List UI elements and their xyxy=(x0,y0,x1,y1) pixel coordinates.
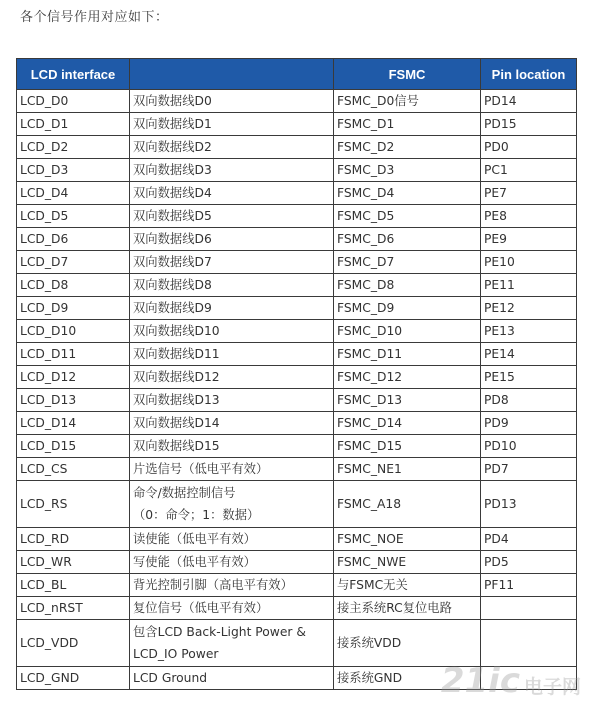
cell-fsmc: FSMC_D3 xyxy=(334,159,481,182)
cell-description: 双向数据线D14 xyxy=(130,412,334,435)
cell-fsmc: FSMC_D2 xyxy=(334,136,481,159)
cell-description: 双向数据线D10 xyxy=(130,320,334,343)
cell-lcd-interface: LCD_RD xyxy=(17,528,130,551)
cell-lcd-interface: LCD_BL xyxy=(17,574,130,597)
table-row xyxy=(17,274,577,297)
cell-pin-location: PD9 xyxy=(481,412,577,435)
cell-fsmc: FSMC_NWE xyxy=(334,551,481,574)
cell-description: 双向数据线D0 xyxy=(130,90,334,113)
cell-description: 双向数据线D11 xyxy=(130,343,334,366)
table-row xyxy=(17,412,577,435)
signal-table xyxy=(16,58,577,690)
cell-lcd-interface: LCD_D10 xyxy=(17,320,130,343)
cell-fsmc: FSMC_A18 xyxy=(334,481,481,528)
cell-pin-location: PE11 xyxy=(481,274,577,297)
cell-fsmc: FSMC_D5 xyxy=(334,205,481,228)
cell-lcd-interface: LCD_CS xyxy=(17,458,130,481)
cell-description: 双向数据线D7 xyxy=(130,251,334,274)
cell-lcd-interface: LCD_D2 xyxy=(17,136,130,159)
cell-lcd-interface: LCD_GND xyxy=(17,667,130,690)
cell-lcd-interface: LCD_D7 xyxy=(17,251,130,274)
cell-pin-location: PE7 xyxy=(481,182,577,205)
cell-pin-location: PD7 xyxy=(481,458,577,481)
cell-fsmc: FSMC_D14 xyxy=(334,412,481,435)
cell-description: 片选信号（低电平有效） xyxy=(130,458,334,481)
cell-pin-location: PD5 xyxy=(481,551,577,574)
cell-pin-location: PD0 xyxy=(481,136,577,159)
cell-fsmc: FSMC_D9 xyxy=(334,297,481,320)
cell-fsmc: FSMC_D12 xyxy=(334,366,481,389)
table-row xyxy=(17,320,577,343)
table-row xyxy=(17,574,577,597)
cell-fsmc: FSMC_D13 xyxy=(334,389,481,412)
cell-description: 双向数据线D9 xyxy=(130,297,334,320)
cell-lcd-interface: LCD_D8 xyxy=(17,274,130,297)
table-row xyxy=(17,113,577,136)
table-row xyxy=(17,343,577,366)
table-row xyxy=(17,366,577,389)
table-row xyxy=(17,182,577,205)
table-row xyxy=(17,597,577,620)
table-row xyxy=(17,136,577,159)
cell-lcd-interface: LCD_VDD xyxy=(17,620,130,667)
cell-lcd-interface: LCD_D14 xyxy=(17,412,130,435)
cell-description: 双向数据线D12 xyxy=(130,366,334,389)
table-row xyxy=(17,667,577,690)
cell-description-line-1: 包含LCD Back-Light Power & xyxy=(133,625,306,639)
cell-description: 读使能（低电平有效） xyxy=(130,528,334,551)
cell-description: LCD Ground xyxy=(130,667,334,690)
cell-lcd-interface: LCD_D6 xyxy=(17,228,130,251)
cell-fsmc: FSMC_D11 xyxy=(334,343,481,366)
cell-pin-location: PE9 xyxy=(481,228,577,251)
table-row xyxy=(17,389,577,412)
cell-lcd-interface: LCD_WR xyxy=(17,551,130,574)
cell-fsmc: FSMC_D10 xyxy=(334,320,481,343)
cell-pin-location: PE8 xyxy=(481,205,577,228)
cell-description: 双向数据线D13 xyxy=(130,389,334,412)
cell-description xyxy=(130,481,334,528)
table-row xyxy=(17,435,577,458)
table-row xyxy=(17,251,577,274)
table-row xyxy=(17,528,577,551)
cell-fsmc: 接主系统RC复位电路 xyxy=(334,597,481,620)
header-pin-location: Pin location xyxy=(481,59,577,90)
cell-pin-location: PE15 xyxy=(481,366,577,389)
cell-fsmc: FSMC_D0信号 xyxy=(334,90,481,113)
cell-pin-location xyxy=(481,667,577,690)
cell-lcd-interface: LCD_D12 xyxy=(17,366,130,389)
table-row xyxy=(17,297,577,320)
cell-description: 双向数据线D2 xyxy=(130,136,334,159)
table-row xyxy=(17,481,577,528)
cell-fsmc: FSMC_NE1 xyxy=(334,458,481,481)
cell-lcd-interface: LCD_D3 xyxy=(17,159,130,182)
table-row xyxy=(17,159,577,182)
table-row xyxy=(17,90,577,113)
cell-lcd-interface: LCD_D1 xyxy=(17,113,130,136)
cell-description: 背光控制引脚（高电平有效） xyxy=(130,574,334,597)
cell-pin-location: PC1 xyxy=(481,159,577,182)
cell-pin-location: PE14 xyxy=(481,343,577,366)
cell-lcd-interface: LCD_D0 xyxy=(17,90,130,113)
cell-fsmc: 接系统VDD xyxy=(334,620,481,667)
cell-fsmc: FSMC_D8 xyxy=(334,274,481,297)
cell-fsmc: FSMC_D1 xyxy=(334,113,481,136)
table-body xyxy=(17,90,577,690)
table-row xyxy=(17,620,577,667)
cell-pin-location xyxy=(481,597,577,620)
watermark-number: 21ic xyxy=(440,661,520,701)
cell-pin-location: PD8 xyxy=(481,389,577,412)
header-fsmc: FSMC xyxy=(334,59,481,90)
table-row xyxy=(17,458,577,481)
cell-pin-location: PD4 xyxy=(481,528,577,551)
table-row xyxy=(17,228,577,251)
header-lcd-interface: LCD interface xyxy=(17,59,130,90)
cell-pin-location: PF11 xyxy=(481,574,577,597)
cell-pin-location: PE13 xyxy=(481,320,577,343)
cell-description: 双向数据线D1 xyxy=(130,113,334,136)
header-description xyxy=(130,59,334,90)
cell-lcd-interface: LCD_RS xyxy=(17,481,130,528)
cell-fsmc: 与FSMC无关 xyxy=(334,574,481,597)
cell-description: 复位信号（低电平有效） xyxy=(130,597,334,620)
cell-description: 双向数据线D6 xyxy=(130,228,334,251)
cell-lcd-interface: LCD_D4 xyxy=(17,182,130,205)
cell-fsmc: FSMC_D7 xyxy=(334,251,481,274)
cell-pin-location: PD10 xyxy=(481,435,577,458)
cell-lcd-interface: LCD_D11 xyxy=(17,343,130,366)
cell-pin-location xyxy=(481,620,577,667)
cell-pin-location: PE10 xyxy=(481,251,577,274)
cell-fsmc: FSMC_NOE xyxy=(334,528,481,551)
cell-lcd-interface: LCD_nRST xyxy=(17,597,130,620)
cell-description: 双向数据线D3 xyxy=(130,159,334,182)
cell-lcd-interface: LCD_D13 xyxy=(17,389,130,412)
watermark-text: 电子网 xyxy=(523,676,581,698)
cell-description xyxy=(130,620,334,667)
cell-lcd-interface: LCD_D9 xyxy=(17,297,130,320)
cell-description-line-2: LCD_IO Power xyxy=(133,647,219,661)
cell-pin-location: PD13 xyxy=(481,481,577,528)
cell-description: 写使能（低电平有效） xyxy=(130,551,334,574)
cell-description: 双向数据线D4 xyxy=(130,182,334,205)
cell-description-line-1: 命令/数据控制信号 xyxy=(133,486,236,500)
cell-description: 双向数据线D15 xyxy=(130,435,334,458)
cell-fsmc: FSMC_D15 xyxy=(334,435,481,458)
intro-text: 各个信号作用对应如下： xyxy=(20,10,169,25)
cell-fsmc: FSMC_D6 xyxy=(334,228,481,251)
cell-description: 双向数据线D5 xyxy=(130,205,334,228)
table-header-row xyxy=(17,59,577,90)
cell-pin-location: PD15 xyxy=(481,113,577,136)
cell-pin-location: PD14 xyxy=(481,90,577,113)
table-row xyxy=(17,205,577,228)
cell-fsmc: FSMC_D4 xyxy=(334,182,481,205)
cell-lcd-interface: LCD_D15 xyxy=(17,435,130,458)
cell-description: 双向数据线D8 xyxy=(130,274,334,297)
table-row xyxy=(17,551,577,574)
cell-lcd-interface: LCD_D5 xyxy=(17,205,130,228)
cell-description-line-2: （0：命令；1：数据） xyxy=(133,508,260,522)
cell-pin-location: PE12 xyxy=(481,297,577,320)
cell-fsmc: 接系统GND xyxy=(334,667,481,690)
